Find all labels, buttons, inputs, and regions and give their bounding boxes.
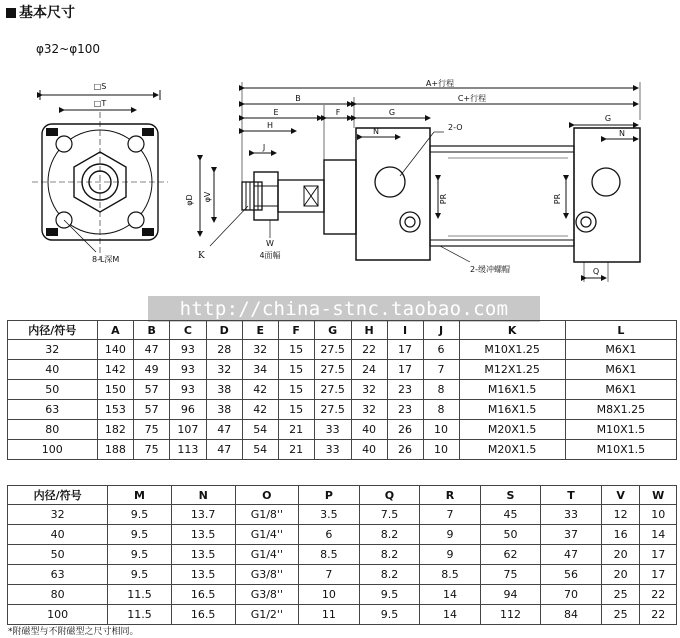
table-cell: 32: [242, 340, 278, 360]
table-cell: 47: [541, 545, 602, 565]
column-header: N: [171, 486, 235, 505]
table-cell: G1/4'': [235, 525, 299, 545]
table-cell: 25: [601, 585, 640, 605]
table-cell: 6: [299, 525, 360, 545]
table-cell: 15: [278, 360, 314, 380]
column-header: R: [420, 486, 481, 505]
table-cell: 96: [170, 400, 207, 420]
table-cell: 24: [351, 360, 387, 380]
column-header: H: [351, 321, 387, 340]
table-cell: 49: [134, 360, 170, 380]
table-row: [8, 400, 677, 420]
dim-a-label: A+行程: [425, 79, 455, 88]
dim-n2-label: N: [619, 129, 625, 138]
table-row: [8, 525, 677, 545]
front-view: [32, 90, 168, 260]
section-header: [6, 2, 75, 22]
column-header: 内径/符号: [8, 486, 108, 505]
table-cell: 22: [640, 585, 677, 605]
table-cell: 8.2: [359, 525, 420, 545]
table-cell: 26: [387, 420, 423, 440]
table-cell: 42: [242, 400, 278, 420]
table-cell: 93: [170, 360, 207, 380]
table-cell: 75: [134, 440, 170, 460]
table-cell: 188: [97, 440, 134, 460]
table-cell: 100: [8, 605, 108, 625]
column-header: I: [387, 321, 423, 340]
table-cell: 113: [170, 440, 207, 460]
table-cell: 7: [420, 505, 481, 525]
table-cell: 50: [8, 380, 98, 400]
table-cell: 8.5: [299, 545, 360, 565]
table-cell: 37: [541, 525, 602, 545]
table-cell: 34: [242, 360, 278, 380]
table-cell: G1/4'': [235, 545, 299, 565]
table-cell: 15: [278, 340, 314, 360]
table-cell: 32: [351, 380, 387, 400]
column-header: S: [480, 486, 541, 505]
column-header: V: [601, 486, 640, 505]
table-cell: 56: [541, 565, 602, 585]
table-cell: 33: [314, 440, 351, 460]
table-cell: 13.5: [171, 525, 235, 545]
table-cell: 47: [206, 440, 242, 460]
dim-q-label: Q: [592, 267, 600, 276]
table-row: [8, 545, 677, 565]
table-cell: 63: [8, 400, 98, 420]
table-cell: 153: [97, 400, 134, 420]
table-cell: 8.2: [359, 545, 420, 565]
column-header: J: [423, 321, 459, 340]
table-cell: 50: [8, 545, 108, 565]
table-cell: 11.5: [108, 605, 172, 625]
column-header: M: [108, 486, 172, 505]
bore-range-label: φ32~φ100: [36, 42, 101, 56]
table-cell: 3.5: [299, 505, 360, 525]
table-cell: 54: [242, 420, 278, 440]
table-cell: 16.5: [171, 585, 235, 605]
table-cell: 93: [170, 340, 207, 360]
column-header: B: [134, 321, 170, 340]
dim-t-label: □T: [93, 99, 107, 108]
table-cell: 9.5: [108, 525, 172, 545]
table-cell: 33: [541, 505, 602, 525]
table-cell: M10X1.5: [565, 440, 676, 460]
table-row: [8, 505, 677, 525]
table-cell: 150: [97, 380, 134, 400]
table-cell: 17: [640, 565, 677, 585]
column-header: 内径/符号: [8, 321, 98, 340]
table-cell: M20X1.5: [459, 440, 565, 460]
table-cell: 9.5: [108, 505, 172, 525]
table-cell: 27.5: [314, 340, 351, 360]
table-cell: 17: [640, 545, 677, 565]
table-cell: 10: [423, 420, 459, 440]
table-cell: 40: [8, 360, 98, 380]
table-cell: 15: [278, 380, 314, 400]
table-header-row: [8, 486, 677, 505]
table-cell: 40: [351, 440, 387, 460]
table-cell: 14: [420, 585, 481, 605]
table-cell: 13.5: [171, 545, 235, 565]
wrench-flat-note: 4面幅: [259, 251, 281, 260]
table-cell: 32: [8, 505, 108, 525]
table-cell: 10: [640, 505, 677, 525]
table-cell: 8: [423, 380, 459, 400]
table-row: [8, 380, 677, 400]
column-header: F: [278, 321, 314, 340]
table-row: [8, 360, 677, 380]
table-cell: 8.2: [359, 565, 420, 585]
table-cell: 12: [601, 505, 640, 525]
table-cell: 62: [480, 545, 541, 565]
table-row: [8, 420, 677, 440]
port-label: 2-O: [448, 123, 463, 132]
table-cell: 9.5: [359, 605, 420, 625]
table-cell: 7: [423, 360, 459, 380]
table-cell: 70: [541, 585, 602, 605]
table-cell: 6: [423, 340, 459, 360]
table-cell: M6X1: [565, 360, 676, 380]
table-cell: 26: [387, 440, 423, 460]
table-cell: 28: [206, 340, 242, 360]
table-cell: 10: [423, 440, 459, 460]
table-cell: 14: [640, 525, 677, 545]
table-cell: 27.5: [314, 360, 351, 380]
table-cell: M10X1.25: [459, 340, 565, 360]
dim-k-label: K: [198, 251, 205, 261]
column-header: W: [640, 486, 677, 505]
dim-g2-label: G: [604, 114, 612, 123]
dim-d-label: φD: [185, 194, 194, 206]
table-cell: M6X1: [565, 340, 676, 360]
table-cell: 15: [278, 400, 314, 420]
dim-n-label: N: [373, 127, 379, 136]
table-cell: 182: [97, 420, 134, 440]
table-cell: 27.5: [314, 400, 351, 420]
table-cell: G1/2'': [235, 605, 299, 625]
column-header: A: [97, 321, 134, 340]
dim-g-label: G: [388, 108, 396, 117]
cushion-nut-label: 2-缓冲螺帽: [470, 265, 510, 274]
dim-b-label: B: [295, 94, 301, 103]
table-cell: 9.5: [359, 585, 420, 605]
dim-c-label: C+行程: [457, 94, 487, 103]
table-row: [8, 605, 677, 625]
column-header: T: [541, 486, 602, 505]
table-cell: 107: [170, 420, 207, 440]
table-cell: 75: [480, 565, 541, 585]
table-cell: 9: [420, 545, 481, 565]
table-cell: 21: [278, 420, 314, 440]
table-cell: 8.5: [420, 565, 481, 585]
table-header-row: [8, 321, 677, 340]
column-header: P: [299, 486, 360, 505]
table-cell: 32: [8, 340, 98, 360]
table-cell: 32: [206, 360, 242, 380]
table-cell: 17: [387, 340, 423, 360]
table-row: [8, 340, 677, 360]
table-cell: M10X1.5: [565, 420, 676, 440]
table-cell: 40: [8, 525, 108, 545]
table-cell: 40: [351, 420, 387, 440]
watermark-url: http://china-stnc.taobao.com: [148, 296, 540, 322]
column-header: K: [459, 321, 565, 340]
table-cell: 93: [170, 380, 207, 400]
table-cell: 21: [278, 440, 314, 460]
hole-label: 8-L深M: [92, 255, 120, 264]
table-cell: 112: [480, 605, 541, 625]
table-cell: 45: [480, 505, 541, 525]
dim-s-label: □S: [93, 82, 107, 91]
dim-v-label: φV: [203, 191, 212, 203]
table-cell: 57: [134, 400, 170, 420]
column-header: C: [170, 321, 207, 340]
table-cell: 33: [314, 420, 351, 440]
column-header: G: [314, 321, 351, 340]
table-cell: M20X1.5: [459, 420, 565, 440]
table-cell: 142: [97, 360, 134, 380]
dim-e-label: E: [273, 108, 279, 117]
table-cell: G3/8'': [235, 565, 299, 585]
table-cell: 42: [242, 380, 278, 400]
table-row: [8, 440, 677, 460]
table-cell: M16X1.5: [459, 380, 565, 400]
column-header: E: [242, 321, 278, 340]
dim-w-label: W: [266, 239, 274, 248]
table-cell: 7: [299, 565, 360, 585]
column-header: L: [565, 321, 676, 340]
dim-pr2-label: PR: [553, 193, 562, 205]
table-cell: 14: [420, 605, 481, 625]
table-cell: 16: [601, 525, 640, 545]
table-cell: 25: [601, 605, 640, 625]
table-row: [8, 585, 677, 605]
table-cell: 22: [351, 340, 387, 360]
column-header: D: [206, 321, 242, 340]
dim-h-label: H: [266, 121, 274, 130]
column-header: O: [235, 486, 299, 505]
table-cell: 23: [387, 400, 423, 420]
table-cell: 8: [423, 400, 459, 420]
table-row: [8, 565, 677, 585]
table-cell: M16X1.5: [459, 400, 565, 420]
table-cell: 94: [480, 585, 541, 605]
table-cell: 38: [206, 380, 242, 400]
table-cell: 13.5: [171, 565, 235, 585]
table-cell: M12X1.25: [459, 360, 565, 380]
table-cell: 75: [134, 420, 170, 440]
table-cell: 50: [480, 525, 541, 545]
table-cell: 9.5: [108, 545, 172, 565]
table-cell: 22: [640, 605, 677, 625]
dimension-table-2: [7, 485, 677, 625]
dim-j-label: J: [262, 143, 266, 152]
table-cell: 84: [541, 605, 602, 625]
table-cell: 80: [8, 585, 108, 605]
table-cell: 54: [242, 440, 278, 460]
table-cell: 20: [601, 565, 640, 585]
table-cell: 32: [351, 400, 387, 420]
footnote: *附磁型与不附磁型之尺寸相同。: [8, 627, 139, 637]
dimension-table-1: [7, 320, 677, 460]
table-cell: 38: [206, 400, 242, 420]
column-header: Q: [359, 486, 420, 505]
table-cell: G1/8'': [235, 505, 299, 525]
table-cell: 23: [387, 380, 423, 400]
table-cell: 47: [134, 340, 170, 360]
table-cell: 47: [206, 420, 242, 440]
table-cell: 80: [8, 420, 98, 440]
table-cell: 57: [134, 380, 170, 400]
table-cell: 9.5: [108, 565, 172, 585]
table-cell: 20: [601, 545, 640, 565]
table-cell: 13.7: [171, 505, 235, 525]
table-cell: 11.5: [108, 585, 172, 605]
dimension-drawing: [0, 60, 680, 296]
table-cell: G3/8'': [235, 585, 299, 605]
table-cell: 9: [420, 525, 481, 545]
table-cell: 27.5: [314, 380, 351, 400]
table-cell: 11: [299, 605, 360, 625]
table-cell: 10: [299, 585, 360, 605]
table-cell: 100: [8, 440, 98, 460]
dim-f-label: F: [335, 108, 341, 117]
table-cell: 16.5: [171, 605, 235, 625]
section-title: 基本尺寸: [19, 5, 75, 21]
dim-pr-label: PR: [439, 193, 448, 205]
table-cell: M8X1.25: [565, 400, 676, 420]
table-cell: 63: [8, 565, 108, 585]
table-cell: 17: [387, 360, 423, 380]
square-bullet-icon: [6, 8, 16, 18]
table-cell: 7.5: [359, 505, 420, 525]
table-cell: M6X1: [565, 380, 676, 400]
table-cell: 140: [97, 340, 134, 360]
